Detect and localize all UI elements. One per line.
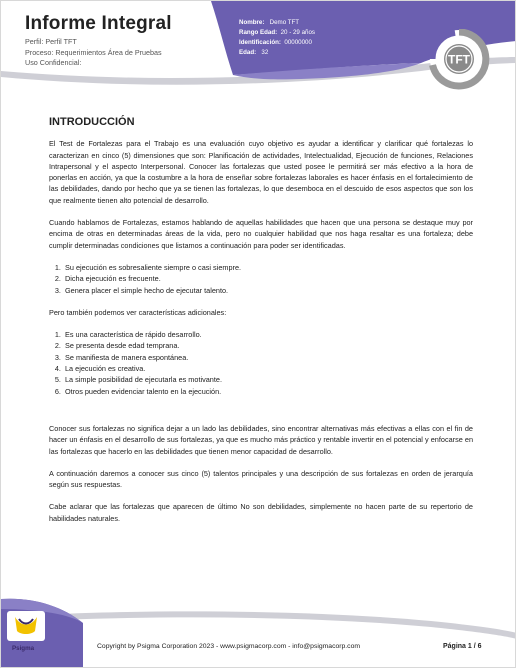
uso-text: Uso Confidencial: bbox=[25, 58, 82, 67]
main-content bbox=[49, 113, 473, 535]
paragraph-intro: El Test de Fortalezas para el Trabajo es una evaluación cuyo objetivo es ayudar a identificar y clarificar qué fortalezas lo caracterizan en cinco (5) dimensiones que son: Planificación de actividades, Intelectualidad, Ejecución de funciones, Relaciones Intrapersonal y el aspecto Interpersonal. Conocer las fortalezas que usted posee le permitirá ser más efectivo a la hora de ponerlas en acción, ya que la costumbre a la hora de enseñar sobre fortalezas laborales es hacer énfasis en el fortalecimiento de las debilidades, dando por hecho que ya se tienen las fortalezas, lo que desemboca en el descuido de esos aspectos que son los que realmente tienen alto potencial de desarrollo. bbox=[49, 139, 473, 205]
page-number: Página 1 / 6 bbox=[443, 643, 482, 650]
ident-label: Identificación: bbox=[239, 39, 281, 46]
paragraph-talentos: A continuación daremos a conocer sus cinco (5) talentos principales y una descripción de sus fortalezas en orden de jerarquía según sus respuestas. bbox=[49, 468, 473, 490]
paragraph-fortalezas: Cuando hablamos de Fortalezas, estamos hablando de aquellas habilidades que hacen que una persona se destaque muy por encima de otras en determinadas áreas de la vida, pero no cualquier habilidad que nos haga resaltar es una fortaleza; debe cumplir determinadas condiciones que listamos a continuación para poder ser identificadas. bbox=[49, 218, 473, 250]
nombre-label: Nombre: bbox=[239, 19, 265, 26]
rango-value: 20 - 29 años bbox=[280, 29, 316, 36]
list-item: 2. Se presenta desde edad temprana. bbox=[63, 340, 473, 351]
edad-value: 32 bbox=[261, 49, 269, 56]
paragraph-additional: Pero también podemos ver características adicionales: bbox=[49, 307, 227, 317]
tft-logo bbox=[425, 29, 495, 93]
nombre-value: Demo TFT bbox=[269, 19, 300, 26]
list-item: 6. Otros pueden evidenciar talento en la ejecución. bbox=[63, 386, 473, 397]
ident-value: 00000000 bbox=[284, 39, 312, 46]
footer-banner bbox=[1, 595, 516, 668]
section-heading: INTRODUCCIÓN bbox=[49, 116, 135, 128]
list-item: 1. Su ejecución es sobresaliente siempre o casi siempre. bbox=[63, 262, 473, 273]
report-title: Informe Integral bbox=[25, 13, 172, 34]
psigma-brand: Psigma bbox=[12, 645, 35, 652]
paragraph-debilidades: Conocer sus fortalezas no significa dejar a un lado las debilidades, sino encontrar alternativas más efectivas a ellas con el fin de hacer un énfasis en el desarrollo de sus fortalezas, ya que es mucho más práctico y rentable invertir en el potencial y enfocarse en las fortalezas que hacerlo en las debilidades que tienen menor capacidad de desarrollo. bbox=[49, 423, 473, 456]
conditions-list bbox=[49, 262, 473, 296]
list-item: 5. La simple posibilidad de ejecutarla es motivante. bbox=[63, 374, 473, 385]
proceso-text: Proceso: Requerimientos Área de Pruebas bbox=[25, 47, 162, 57]
report-meta bbox=[25, 37, 162, 69]
list-item: 4. La ejecución es creativa. bbox=[63, 363, 473, 374]
list-item: 3. Se manifiesta de manera espontánea. bbox=[63, 352, 473, 363]
characteristics-list bbox=[49, 329, 473, 397]
footer-copyright: Copyright by Psigma Corporation 2023 - www.psigmacorp.com - info@psigmacorp.com bbox=[97, 643, 361, 650]
list-item: 1. Es una característica de rápido desarrollo. bbox=[63, 329, 473, 340]
list-item: 3. Genera placer el simple hecho de ejecutar talento. bbox=[63, 285, 473, 296]
rango-label: Rango Edad: bbox=[239, 29, 278, 36]
perfil-text: Perfil: Perfil TFT bbox=[25, 37, 77, 46]
logo-text: TFT bbox=[448, 52, 470, 67]
candidate-info bbox=[239, 18, 315, 58]
list-item: 2. Dicha ejecución es frecuente. bbox=[63, 273, 473, 284]
paragraph-aclaracion: Cabe aclarar que las fortalezas que aparecen de último No son debilidades, simplemente no hacen parte de su repertorio de habilidades naturales. bbox=[49, 502, 473, 523]
edad-label: Edad: bbox=[239, 49, 257, 56]
